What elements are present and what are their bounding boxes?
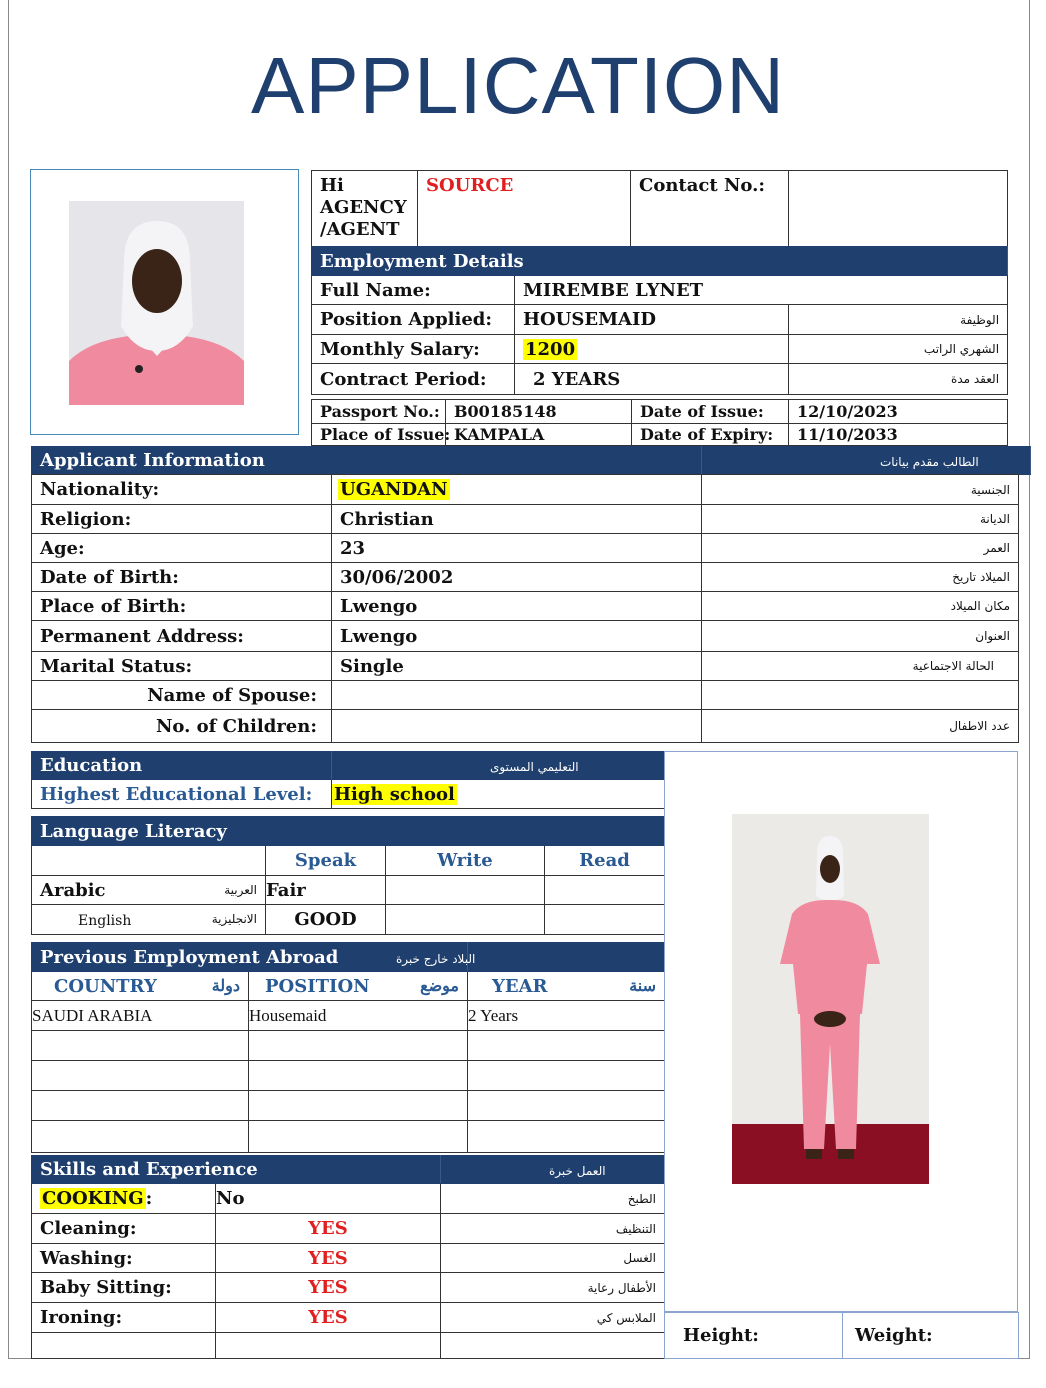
cleaning-ar: التنظيف: [441, 1214, 665, 1244]
address-ar: العنوان: [702, 621, 1019, 652]
prev-country-0: SAUDI ARABIA: [32, 1001, 249, 1031]
salary-label: Monthly Salary:: [312, 335, 515, 364]
education-level-value: High school: [334, 783, 455, 805]
age-value: 23: [332, 534, 702, 563]
weight-label: Weight:: [843, 1313, 1019, 1359]
issue-date-value: 12/10/2023: [789, 400, 1008, 424]
babysitting-value: YES: [216, 1273, 441, 1303]
language-table: [31, 816, 665, 935]
nationality-ar: الجنسية: [702, 475, 1019, 505]
cooking-ar: الطبخ: [441, 1184, 665, 1214]
religion-ar: الديانة: [702, 505, 1019, 534]
issue-date-label: Date of Issue:: [632, 400, 789, 424]
agency-table: [311, 170, 1008, 247]
year-col-ar: سنة: [629, 975, 656, 995]
education-level-label: Highest Educational Level:: [32, 780, 332, 809]
age-ar: العمر: [702, 534, 1019, 563]
children-value: [332, 710, 702, 743]
position-col: POSITION: [265, 975, 370, 997]
english-write: [386, 905, 545, 935]
read-col: Read: [545, 846, 665, 876]
pob-ar: مكان الميلاد: [702, 592, 1019, 621]
table-row: [32, 1031, 665, 1061]
arabic-ar: العربية: [224, 882, 257, 897]
portrait-photo-frame: [30, 169, 299, 435]
dob-ar: الميلاد تاريخ: [702, 563, 1019, 592]
write-col: Write: [386, 846, 545, 876]
age-label: Age:: [32, 534, 332, 563]
physical-table: [664, 1312, 1019, 1359]
prev-position-0: Housemaid: [249, 1001, 468, 1031]
position-ar: الوظيفة: [789, 305, 1008, 335]
position-value: HOUSEMAID: [515, 305, 789, 335]
education-header: Education: [32, 752, 332, 780]
education-header-ar: التعليمي المستوى: [490, 760, 579, 774]
skills-header: Skills and Experience: [32, 1156, 441, 1184]
spouse-ar: [702, 681, 1019, 710]
expiry-date-label: Date of Expiry:: [632, 424, 789, 446]
arabic-write: [386, 876, 545, 905]
cleaning-label: Cleaning:: [32, 1214, 216, 1244]
applicant-rows: [31, 474, 1019, 743]
ironing-label: Ironing:: [32, 1303, 216, 1333]
passport-no-value: B00185148: [446, 400, 632, 424]
babysitting-ar: الأطفال رعاية: [441, 1273, 665, 1303]
nationality-value: UGANDAN: [340, 479, 448, 500]
ironing-ar: الملابس كي: [441, 1303, 665, 1333]
full-name-value: MIREMBE LYNET: [515, 276, 1008, 305]
full-name-label: Full Name:: [312, 276, 515, 305]
applicant-table: [31, 446, 1031, 475]
applicant-header: Applicant Information: [32, 447, 702, 475]
contract-ar: العقد مدة: [789, 364, 1008, 395]
prev-year-0: 2 Years: [468, 1001, 665, 1031]
speak-col: Speak: [266, 846, 386, 876]
passport-table: [311, 399, 1008, 446]
country-col-ar: دولة: [211, 975, 240, 995]
fullbody-photo-frame: [664, 751, 1018, 1312]
place-issue-label: Place of Issue:: [312, 424, 446, 446]
page-title: APPLICATION: [250, 41, 786, 130]
cooking-value: No: [216, 1184, 441, 1214]
spouse-value: [332, 681, 702, 710]
contract-label: Contract Period:: [312, 364, 515, 395]
passport-no-label: Passport No.:: [312, 400, 446, 424]
washing-label: Washing:: [32, 1244, 216, 1273]
marital-label: Marital Status:: [32, 652, 332, 681]
spouse-label: Name of Spouse:: [32, 681, 332, 710]
ironing-value: YES: [216, 1303, 441, 1333]
year-col: YEAR: [492, 975, 548, 997]
expiry-date-value: 11/10/2033: [789, 424, 1008, 446]
applicant-header-ar: الطالب مقدم بيانات: [880, 455, 979, 469]
salary-value: 1200: [525, 338, 576, 360]
children-ar: عدد الاطفال: [702, 710, 1019, 743]
portrait-photo: [69, 201, 244, 405]
previous-header: Previous Employment Abroad: [32, 943, 468, 972]
dob-label: Date of Birth:: [32, 563, 332, 592]
table-row: [32, 1061, 665, 1091]
employment-table: [311, 246, 1008, 395]
fullbody-photo: [732, 814, 929, 1184]
language-header: Language Literacy: [32, 817, 665, 846]
pob-value: Lwengo: [332, 592, 702, 621]
babysitting-label: Baby Sitting:: [32, 1273, 216, 1303]
source-value: SOURCE: [418, 171, 631, 247]
english-read: [545, 905, 665, 935]
washing-ar: الغسل: [441, 1244, 665, 1273]
position-col-ar: موضع: [420, 975, 459, 995]
english-ar: الانجليزية: [211, 912, 257, 926]
agency-label: Hi AGENCY /AGENT: [312, 171, 418, 247]
place-issue-value: KAMPALA: [446, 424, 632, 446]
pob-label: Place of Birth:: [32, 592, 332, 621]
arabic-speak: Fair: [266, 876, 386, 905]
salary-ar: الشهري الراتب: [789, 335, 1008, 364]
skills-header-ar: العمل خبرة: [549, 1164, 606, 1178]
address-label: Permanent Address:: [32, 621, 332, 652]
table-row: [32, 1121, 665, 1153]
table-row: [32, 1091, 665, 1121]
education-table: [31, 751, 665, 809]
english-label: English: [78, 913, 132, 929]
previous-header-ar: البلاد خارج خبرة: [396, 951, 476, 966]
employment-header: Employment Details: [312, 247, 1008, 276]
marital-ar: الحالة الاجتماعية: [702, 652, 1019, 681]
washing-value: YES: [216, 1244, 441, 1273]
contract-value: 2 YEARS: [515, 364, 789, 395]
previous-table: [31, 942, 665, 1153]
children-label: No. of Children:: [32, 710, 332, 743]
arabic-read: [545, 876, 665, 905]
marital-value: Single: [332, 652, 702, 681]
country-col: COUNTRY: [54, 975, 157, 997]
position-label: Position Applied:: [312, 305, 515, 335]
contact-label: Contact No.:: [631, 171, 789, 247]
religion-value: Christian: [332, 505, 702, 534]
height-label: Height:: [665, 1313, 843, 1359]
skills-table: Skills and Experience العمل خبرة COOKING : No الطبخ Cleaning: YES التنظيف Washing: YES الغسل Baby Sitting: YES الأطفال رعاية Ironing: YES الملابس كي: [31, 1155, 665, 1359]
contact-value: [789, 171, 1008, 247]
cooking-label: COOKING: [42, 1188, 144, 1209]
dob-value: 30/06/2002: [332, 563, 702, 592]
english-speak: GOOD: [266, 905, 386, 935]
nationality-label: Nationality:: [32, 475, 332, 505]
cleaning-value: YES: [216, 1214, 441, 1244]
arabic-label: Arabic: [40, 879, 106, 901]
religion-label: Religion:: [32, 505, 332, 534]
address-value: Lwengo: [332, 621, 702, 652]
